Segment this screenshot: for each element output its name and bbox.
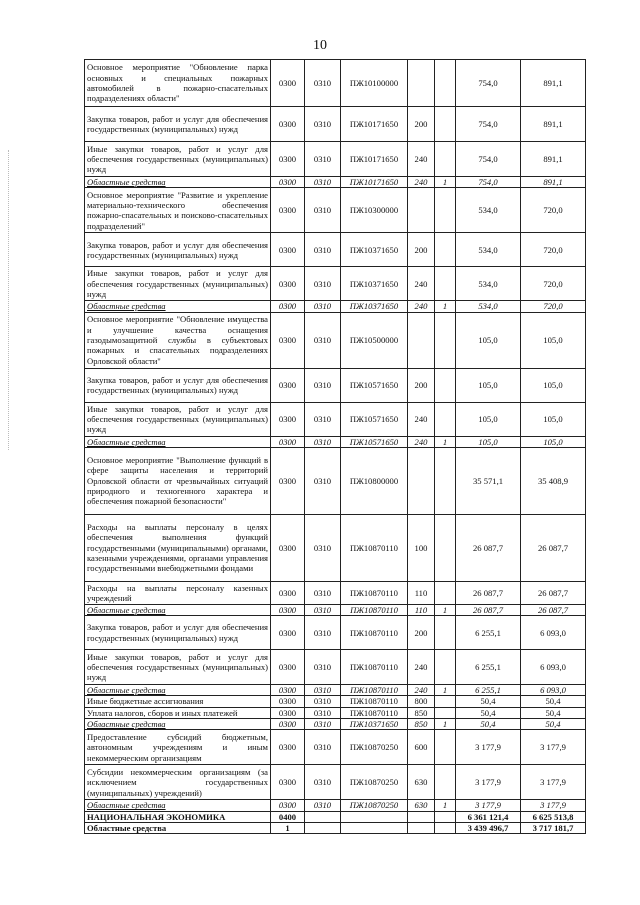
cell-source [435, 447, 456, 514]
cell-subsection: 0310 [305, 368, 341, 402]
cell-amount-year1: 754,0 [456, 60, 521, 107]
cell-subsection: 0310 [305, 402, 341, 436]
cell-subsection: 0310 [305, 707, 341, 718]
cell-name: Закупка товаров, работ и услуг для обеспечения государственных (муниципальных) нужд [85, 368, 271, 402]
table-row [85, 514, 586, 581]
cell-amount-year1: 534,0 [456, 267, 521, 301]
cell-subsection: 0310 [305, 177, 341, 188]
table-row [85, 811, 586, 822]
cell-amount-year1: 6 255,1 [456, 650, 521, 685]
cell-section: 0300 [271, 581, 305, 604]
cell-amount-year1: 6 361 121,4 [456, 811, 521, 822]
cell-section: 0300 [271, 188, 305, 233]
cell-section: 0300 [271, 233, 305, 267]
cell-amount-year1: 3 177,9 [456, 730, 521, 765]
cell-source [435, 142, 456, 177]
cell-source [435, 696, 456, 707]
cell-section: 0300 [271, 696, 305, 707]
cell-source [435, 707, 456, 718]
cell-name: Расходы на выплаты персоналу казенных учреждений [85, 581, 271, 604]
table-row [85, 436, 586, 447]
cell-name: Основное мероприятие "Выполнение функций в сфере защиты населения и территорий Орловской области от чрезвычайных ситуаций природного и техногенного характера и обеспечения пожарной безопасности" [85, 447, 271, 514]
cell-source: 1 [435, 177, 456, 188]
cell-target-code: ПЖ10870250 [341, 765, 408, 800]
cell-subsection: 0310 [305, 436, 341, 447]
cell-expense-type: 630 [408, 765, 435, 800]
cell-name: Областные средства [85, 822, 271, 833]
cell-target-code: ПЖ10500000 [341, 312, 408, 368]
cell-subsection: 0310 [305, 719, 341, 730]
cell-amount-year2: 720,0 [521, 267, 586, 301]
cell-amount-year2: 6 625 513,8 [521, 811, 586, 822]
cell-amount-year2: 891,1 [521, 60, 586, 107]
table-row [85, 368, 586, 402]
cell-target-code: ПЖ10300000 [341, 188, 408, 233]
cell-section: 0300 [271, 60, 305, 107]
cell-name: Областные средства [85, 301, 271, 312]
cell-subsection: 0310 [305, 650, 341, 685]
cell-target-code: ПЖ10870250 [341, 800, 408, 811]
cell-section: 0300 [271, 604, 305, 615]
cell-section: 0300 [271, 719, 305, 730]
cell-target-code [341, 822, 408, 833]
cell-expense-type [408, 60, 435, 107]
cell-source [435, 188, 456, 233]
cell-amount-year1: 534,0 [456, 301, 521, 312]
cell-source: 1 [435, 604, 456, 615]
cell-amount-year1: 6 255,1 [456, 616, 521, 650]
cell-source: 1 [435, 436, 456, 447]
cell-amount-year2: 50,4 [521, 707, 586, 718]
cell-name: Областные средства [85, 800, 271, 811]
table-row [85, 707, 586, 718]
cell-source [435, 368, 456, 402]
cell-subsection [305, 822, 341, 833]
cell-target-code: ПЖ10371650 [341, 233, 408, 267]
cell-subsection: 0310 [305, 267, 341, 301]
cell-amount-year1: 754,0 [456, 142, 521, 177]
cell-amount-year2: 50,4 [521, 719, 586, 730]
cell-source [435, 616, 456, 650]
cell-section: 0300 [271, 142, 305, 177]
cell-expense-type: 240 [408, 177, 435, 188]
table-row [85, 301, 586, 312]
table-row [85, 177, 586, 188]
cell-name: Иные закупки товаров, работ и услуг для обеспечения государственных (муниципальных) нужд [85, 267, 271, 301]
cell-target-code: ПЖ10870110 [341, 604, 408, 615]
cell-expense-type: 600 [408, 730, 435, 765]
cell-source [435, 730, 456, 765]
cell-expense-type: 630 [408, 800, 435, 811]
cell-name: Иные бюджетные ассигнования [85, 696, 271, 707]
cell-name: НАЦИОНАЛЬНАЯ ЭКОНОМИКА [85, 811, 271, 822]
cell-expense-type [408, 312, 435, 368]
cell-amount-year2: 26 087,7 [521, 604, 586, 615]
cell-section: 0300 [271, 514, 305, 581]
cell-target-code: ПЖ10571650 [341, 402, 408, 436]
cell-section: 0300 [271, 368, 305, 402]
table-row [85, 730, 586, 765]
table-row [85, 312, 586, 368]
cell-section: 0300 [271, 800, 305, 811]
cell-subsection: 0310 [305, 730, 341, 765]
cell-name: Уплата налогов, сборов и иных платежей [85, 707, 271, 718]
cell-target-code: ПЖ10870110 [341, 616, 408, 650]
cell-source: 1 [435, 719, 456, 730]
cell-source [435, 402, 456, 436]
cell-name: Расходы на выплаты персоналу в целях обеспечения выполнения функций государственными (муниципальными) органами, казенными учреждениями, органами управления государственными внебюджетными фондами [85, 514, 271, 581]
cell-amount-year1: 534,0 [456, 233, 521, 267]
table-row [85, 685, 586, 696]
cell-amount-year2: 50,4 [521, 696, 586, 707]
cell-name: Субсидии некоммерческим организациям (за исключением государственных (муниципальных) учреждений) [85, 765, 271, 800]
table-row [85, 650, 586, 685]
cell-amount-year2: 105,0 [521, 402, 586, 436]
table-row [85, 188, 586, 233]
budget-table [84, 59, 586, 834]
cell-expense-type: 850 [408, 707, 435, 718]
cell-amount-year2: 6 093,0 [521, 616, 586, 650]
margin-dots [8, 150, 10, 450]
cell-amount-year2: 720,0 [521, 301, 586, 312]
cell-subsection: 0310 [305, 142, 341, 177]
cell-target-code: ПЖ10571650 [341, 436, 408, 447]
cell-name: Областные средства [85, 177, 271, 188]
cell-expense-type: 200 [408, 107, 435, 142]
cell-target-code: ПЖ10100000 [341, 60, 408, 107]
cell-amount-year2: 3 177,9 [521, 800, 586, 811]
cell-section: 0300 [271, 447, 305, 514]
cell-amount-year1: 26 087,7 [456, 581, 521, 604]
cell-source [435, 650, 456, 685]
cell-expense-type: 240 [408, 436, 435, 447]
table-row [85, 696, 586, 707]
cell-expense-type: 240 [408, 650, 435, 685]
cell-subsection: 0310 [305, 685, 341, 696]
table-row [85, 107, 586, 142]
cell-subsection: 0310 [305, 514, 341, 581]
cell-name: Закупка товаров, работ и услуг для обеспечения государственных (муниципальных) нужд [85, 616, 271, 650]
cell-subsection: 0310 [305, 301, 341, 312]
cell-subsection: 0310 [305, 696, 341, 707]
cell-subsection: 0310 [305, 312, 341, 368]
cell-expense-type: 200 [408, 616, 435, 650]
cell-target-code: ПЖ10870250 [341, 730, 408, 765]
cell-amount-year1: 754,0 [456, 177, 521, 188]
cell-section: 0300 [271, 267, 305, 301]
cell-amount-year1: 3 177,9 [456, 800, 521, 811]
cell-target-code: ПЖ10171650 [341, 142, 408, 177]
cell-amount-year2: 891,1 [521, 142, 586, 177]
cell-amount-year1: 35 571,1 [456, 447, 521, 514]
cell-section: 1 [271, 822, 305, 833]
cell-subsection: 0310 [305, 616, 341, 650]
cell-amount-year1: 105,0 [456, 402, 521, 436]
cell-source [435, 581, 456, 604]
cell-expense-type: 240 [408, 301, 435, 312]
cell-amount-year1: 26 087,7 [456, 514, 521, 581]
cell-amount-year1: 50,4 [456, 696, 521, 707]
cell-source: 1 [435, 301, 456, 312]
cell-amount-year2: 26 087,7 [521, 581, 586, 604]
cell-target-code: ПЖ10870110 [341, 696, 408, 707]
table-row [85, 765, 586, 800]
cell-expense-type [408, 822, 435, 833]
cell-subsection: 0310 [305, 581, 341, 604]
cell-expense-type: 240 [408, 402, 435, 436]
cell-amount-year2: 720,0 [521, 233, 586, 267]
cell-subsection: 0310 [305, 800, 341, 811]
table-body [85, 60, 586, 834]
cell-target-code: ПЖ10870110 [341, 707, 408, 718]
cell-expense-type [408, 811, 435, 822]
cell-section: 0300 [271, 650, 305, 685]
cell-source [435, 765, 456, 800]
cell-amount-year1: 105,0 [456, 312, 521, 368]
cell-target-code [341, 811, 408, 822]
cell-subsection: 0310 [305, 604, 341, 615]
cell-amount-year1: 534,0 [456, 188, 521, 233]
cell-section: 0300 [271, 402, 305, 436]
cell-amount-year2: 26 087,7 [521, 514, 586, 581]
cell-expense-type: 200 [408, 233, 435, 267]
cell-amount-year2: 891,1 [521, 107, 586, 142]
cell-source [435, 822, 456, 833]
cell-name: Областные средства [85, 685, 271, 696]
table-row [85, 142, 586, 177]
cell-name: Иные закупки товаров, работ и услуг для обеспечения государственных (муниципальных) нужд [85, 402, 271, 436]
cell-target-code: ПЖ10870110 [341, 514, 408, 581]
cell-amount-year1: 3 177,9 [456, 765, 521, 800]
cell-target-code: ПЖ10800000 [341, 447, 408, 514]
cell-target-code: ПЖ10571650 [341, 368, 408, 402]
cell-expense-type: 100 [408, 514, 435, 581]
cell-source [435, 60, 456, 107]
cell-expense-type: 240 [408, 267, 435, 301]
cell-name: Закупка товаров, работ и услуг для обеспечения государственных (муниципальных) нужд [85, 107, 271, 142]
table-row [85, 822, 586, 833]
cell-subsection: 0310 [305, 233, 341, 267]
cell-expense-type: 200 [408, 368, 435, 402]
cell-target-code: ПЖ10171650 [341, 107, 408, 142]
cell-section: 0300 [271, 107, 305, 142]
cell-target-code: ПЖ10371650 [341, 719, 408, 730]
table-row [85, 800, 586, 811]
cell-source: 1 [435, 685, 456, 696]
cell-name: Основное мероприятие "Обновление имущества и улучшение качества оснащения газодымозащитной службы в субъектовых пожарных и спасательных подразделениях Орловской области" [85, 312, 271, 368]
table-row [85, 267, 586, 301]
cell-amount-year1: 50,4 [456, 719, 521, 730]
cell-source [435, 514, 456, 581]
cell-name: Основное мероприятие "Развитие и укрепление материально-технического обеспечения пожарно-спасательных и поисково-спасательных подразделений" [85, 188, 271, 233]
table-row [85, 604, 586, 615]
cell-amount-year1: 105,0 [456, 368, 521, 402]
cell-target-code: ПЖ10870110 [341, 581, 408, 604]
cell-subsection: 0310 [305, 765, 341, 800]
table-row [85, 60, 586, 107]
cell-amount-year2: 6 093,0 [521, 650, 586, 685]
cell-source [435, 107, 456, 142]
cell-source [435, 811, 456, 822]
cell-expense-type: 850 [408, 719, 435, 730]
cell-expense-type: 110 [408, 581, 435, 604]
table-row [85, 402, 586, 436]
cell-section: 0300 [271, 707, 305, 718]
cell-amount-year2: 720,0 [521, 188, 586, 233]
cell-source: 1 [435, 800, 456, 811]
cell-target-code: ПЖ10371650 [341, 301, 408, 312]
cell-subsection [305, 811, 341, 822]
cell-name: Иные закупки товаров, работ и услуг для обеспечения государственных (муниципальных) нужд [85, 650, 271, 685]
cell-name: Иные закупки товаров, работ и услуг для обеспечения государственных (муниципальных) нужд [85, 142, 271, 177]
cell-expense-type: 800 [408, 696, 435, 707]
cell-amount-year2: 3 177,9 [521, 730, 586, 765]
cell-amount-year2: 3 177,9 [521, 765, 586, 800]
cell-target-code: ПЖ10171650 [341, 177, 408, 188]
cell-name: Закупка товаров, работ и услуг для обеспечения государственных (муниципальных) нужд [85, 233, 271, 267]
cell-amount-year2: 105,0 [521, 368, 586, 402]
table-row [85, 447, 586, 514]
table-row [85, 616, 586, 650]
cell-amount-year1: 105,0 [456, 436, 521, 447]
cell-amount-year2: 105,0 [521, 312, 586, 368]
table-row [85, 581, 586, 604]
cell-expense-type [408, 447, 435, 514]
cell-amount-year1: 50,4 [456, 707, 521, 718]
page-number: 10 [313, 38, 327, 53]
cell-section: 0300 [271, 312, 305, 368]
cell-expense-type: 110 [408, 604, 435, 615]
cell-name: Областные средства [85, 604, 271, 615]
cell-amount-year2: 105,0 [521, 436, 586, 447]
cell-amount-year1: 3 439 496,7 [456, 822, 521, 833]
cell-name: Областные средства [85, 719, 271, 730]
cell-section: 0300 [271, 177, 305, 188]
cell-section: 0300 [271, 436, 305, 447]
cell-amount-year2: 891,1 [521, 177, 586, 188]
cell-name: Предоставление субсидий бюджетным, автономным учреждениям и иным некоммерческим организациям [85, 730, 271, 765]
cell-target-code: ПЖ10870110 [341, 650, 408, 685]
cell-amount-year2: 35 408,9 [521, 447, 586, 514]
cell-amount-year1: 754,0 [456, 107, 521, 142]
cell-section: 0300 [271, 765, 305, 800]
cell-expense-type: 240 [408, 685, 435, 696]
cell-section: 0300 [271, 730, 305, 765]
table-row [85, 233, 586, 267]
cell-subsection: 0310 [305, 188, 341, 233]
cell-name: Областные средства [85, 436, 271, 447]
cell-amount-year1: 26 087,7 [456, 604, 521, 615]
cell-amount-year2: 6 093,0 [521, 685, 586, 696]
cell-name: Основное мероприятие "Обновление парка основных и специальных пожарных автомобилей в пожарно-спасательных подразделениях области" [85, 60, 271, 107]
cell-source [435, 312, 456, 368]
cell-section: 0300 [271, 301, 305, 312]
cell-target-code: ПЖ10371650 [341, 267, 408, 301]
cell-section: 0400 [271, 811, 305, 822]
cell-amount-year1: 6 255,1 [456, 685, 521, 696]
cell-source [435, 233, 456, 267]
cell-source [435, 267, 456, 301]
cell-subsection: 0310 [305, 60, 341, 107]
cell-subsection: 0310 [305, 447, 341, 514]
table-row [85, 719, 586, 730]
cell-amount-year2: 3 717 181,7 [521, 822, 586, 833]
cell-expense-type [408, 188, 435, 233]
cell-target-code: ПЖ10870110 [341, 685, 408, 696]
cell-section: 0300 [271, 616, 305, 650]
cell-expense-type: 240 [408, 142, 435, 177]
cell-section: 0300 [271, 685, 305, 696]
cell-subsection: 0310 [305, 107, 341, 142]
